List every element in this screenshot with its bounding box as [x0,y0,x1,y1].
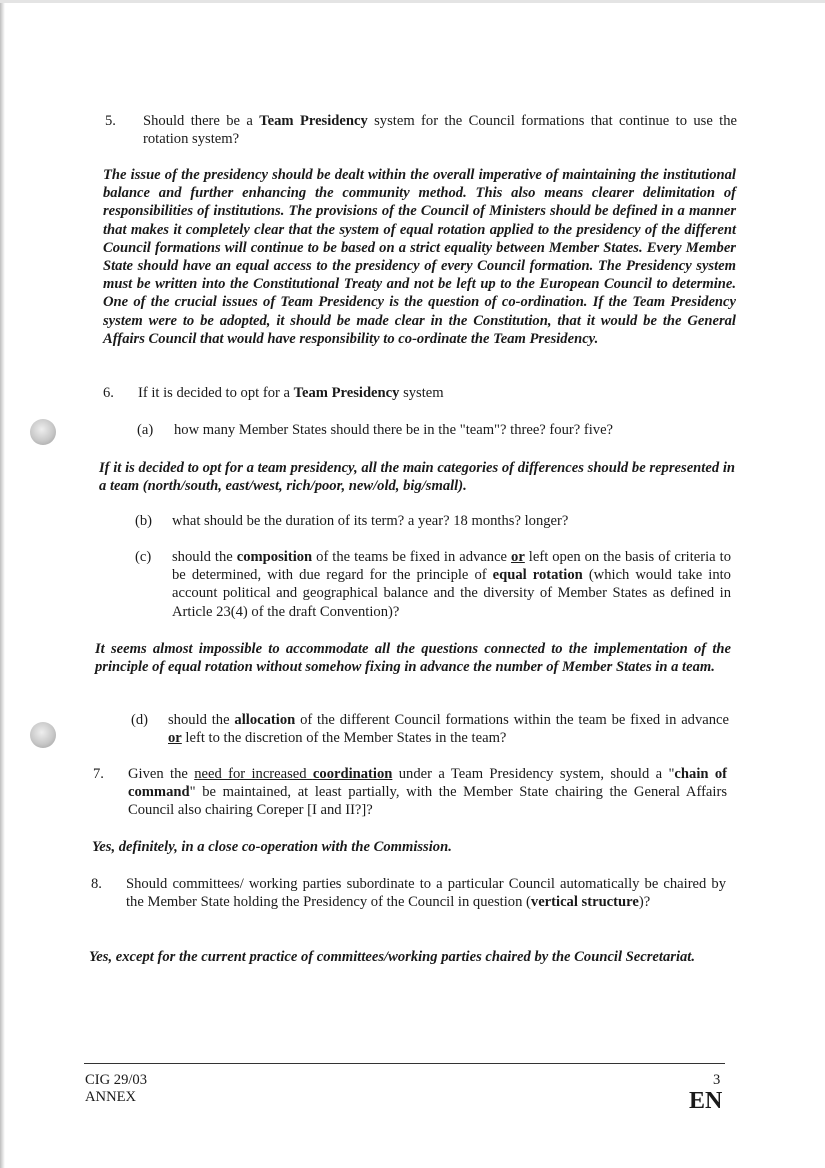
scan-top-edge [0,0,825,3]
answer-6c: It seems almost impossible to accommodate all the questions connected to the implementation of the principle of equal rotation without somehow fixing in advance the number of Member States in a team. [95,641,731,676]
language-code: EN [689,1088,723,1114]
question-text: If it is decided to opt for a Team Presidency system [138,385,444,401]
question-number: 8. [91,876,102,892]
page-number: 3 [713,1072,721,1088]
answer-6a: If it is decided to opt for a team presidency, all the main categories of differences should be represented in a team (north/south, east/west, rich/poor, new/old, big/small). [99,460,735,495]
subquestion-label: (c) [135,549,152,565]
answer-5: The issue of the presidency should be dealt within the overall imperative of maintaining the institutional balance and further enhancing the community method. This also means clearer delimitation of responsibilities of institutions. The provisions of the Council of Ministers should be defined in a manner that makes it completely clear that the system of equal rotation applied to the presidency of the different Council formations will continue to be based on a strict equality between Member States. Every Member State should have an equal access to the presidency of every Council formation. The Presidency system must be written into the Constitutional Treaty and not be left up to the European Council to determine. One of the crucial issues of Team Presidency is the question of co-ordination. If the Team Presidency system were to be adopted, it should be made clear in the Constitution, that it would be the General Affairs Council that would have responsibility to co-ordinate the Team Presidency. [103,167,736,347]
subquestion-text: what should be the duration of its term? a year? 18 months? longer? [172,513,569,529]
footer-rule [84,1063,725,1064]
subquestion-text: should the allocation of the different Council formations within the team be fixed in advance or left to the discretion of the Member States in the team? [168,712,729,747]
question-number: 7. [93,766,104,782]
subquestion-text: should the composition of the teams be fixed in advance or left open on the basis of criteria to be determined, with due regard for the principle of equal rotation (which would take into account political and geographical balance and the diversity of Member States as defined in Article 23(4) of the draft Convention)? [172,549,731,620]
answer-7: Yes, definitely, in a close co-operation with the Commission. [92,839,452,855]
question-number: 5. [105,113,116,129]
question-text: Should committees/ working parties subordinate to a particular Council automatically be chaired by the Member State holding the Presidency of the Council in question (vertical structure)? [126,876,726,911]
subquestion-label: (b) [135,513,153,529]
question-text: Should there be a Team Presidency system for the Council formations that continue to use the rotation system? [143,113,738,148]
question-6 [103,384,736,402]
punch-hole-upper [30,419,56,445]
subquestion-label: (d) [131,712,149,728]
question-6d [131,711,729,747]
subquestion-text: how many Member States should there be in the "team"? three? four? five? [174,422,614,438]
annex-label: ANNEX [85,1089,137,1105]
question-5 [105,112,737,148]
question-6b [135,512,736,530]
punch-hole-lower [30,722,56,748]
question-6c [135,548,731,621]
question-8 [91,875,726,911]
question-number: 6. [103,385,114,401]
answer-8: Yes, except for the current practice of committees/working parties chaired by the Council Secretariat. [89,949,695,965]
scan-left-edge [0,0,5,1168]
document-reference: CIG 29/03 [85,1072,148,1088]
question-text: Given the need for increased coordination under a Team Presidency system, should a "chain of command" be maintained, at least partially, with the Member State chairing the General Affairs Council also chairing Coreper [I and II?]? [128,766,727,819]
question-7 [93,765,727,820]
subquestion-label: (a) [137,422,154,438]
question-6a [137,421,736,439]
